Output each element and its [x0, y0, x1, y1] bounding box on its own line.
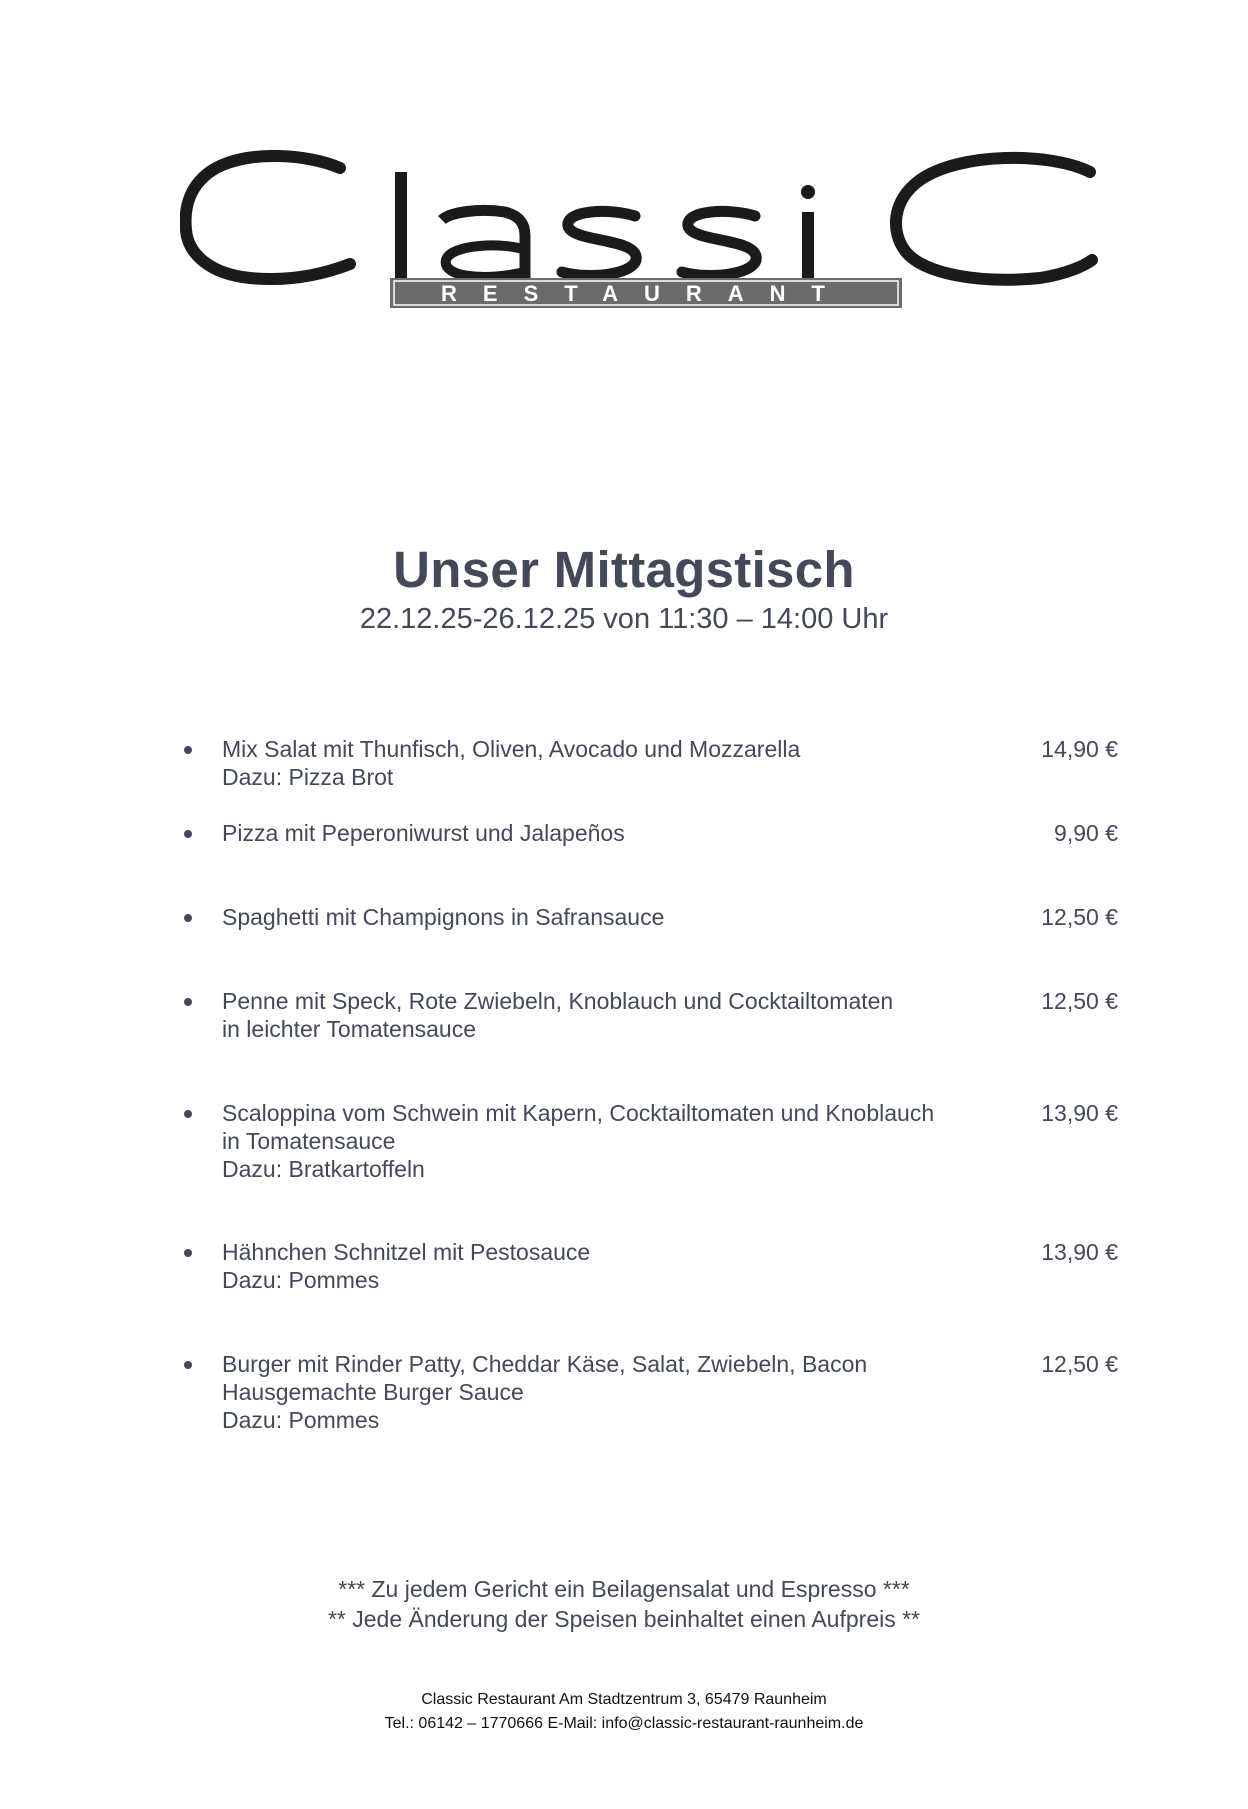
menu-item-line: Penne mit Speck, Rote Zwiebeln, Knoblauch und Cocktailtomaten: [222, 988, 894, 1014]
bullet-icon: [184, 1110, 192, 1118]
menu-item-line: Burger mit Rinder Patty, Cheddar Käse, Salat, Zwiebeln, Bacon: [222, 1351, 868, 1377]
page-title: Unser Mittagstisch: [393, 541, 855, 598]
bullet-icon: [184, 830, 192, 838]
footer-contact: Tel.: 06142 – 1770666 E-Mail: info@classic-restaurant-raunheim.de: [384, 1715, 864, 1732]
menu-item-line: Pizza mit Peperoniwurst und Jalapeños: [222, 820, 625, 846]
bullet-icon: [184, 746, 192, 754]
menu-item-line: Dazu: Bratkartoffeln: [222, 1156, 425, 1182]
menu-item-line: Dazu: Pizza Brot: [222, 764, 394, 790]
menu-item-line: Scaloppina vom Schwein mit Kapern, Cocktailtomaten und Knoblauch: [222, 1100, 935, 1126]
bullet-icon: [184, 1249, 192, 1257]
menu-item-line: Hähnchen Schnitzel mit Pestosauce: [222, 1239, 591, 1265]
menu-item-price: 14,90 €: [1041, 736, 1118, 762]
menu-item-price: 12,50 €: [1041, 1351, 1118, 1377]
note-side-salad: *** Zu jedem Gericht ein Beilagensalat und Espresso ***: [338, 1576, 910, 1602]
date-and-time: 22.12.25-26.12.25 von 11:30 – 14:00 Uhr: [359, 603, 889, 635]
menu-item-line: Dazu: Pommes: [222, 1407, 380, 1433]
menu-item-price: 13,90 €: [1041, 1239, 1118, 1265]
bullet-icon: [184, 914, 192, 922]
menu-item-line: in Tomatensauce: [222, 1128, 396, 1154]
menu-item-price: 9,90 €: [1054, 820, 1118, 846]
menu-item-line: Dazu: Pommes: [222, 1267, 380, 1293]
menu-item-line: Mix Salat mit Thunfisch, Oliven, Avocado und Mozzarella: [222, 736, 801, 762]
menu-item-price: 13,90 €: [1041, 1100, 1118, 1126]
menu-item-line: Hausgemachte Burger Sauce: [222, 1379, 524, 1405]
menu-item-price: 12,50 €: [1041, 904, 1118, 930]
logo-subtitle: RESTAURANT: [441, 281, 851, 306]
bullet-icon: [184, 1361, 192, 1369]
restaurant-logo: [180, 150, 1100, 320]
footer-address: Classic Restaurant Am Stadtzentrum 3, 65479 Raunheim: [421, 1691, 827, 1708]
menu-item-line: Spaghetti mit Champignons in Safransauce: [222, 904, 665, 930]
menu-item-line: in leichter Tomatensauce: [222, 1016, 476, 1042]
menu-item-price: 12,50 €: [1041, 988, 1118, 1014]
bullet-icon: [184, 998, 192, 1006]
menu-notes: [0, 1574, 1248, 1634]
footer: [0, 1688, 1248, 1736]
note-surcharge: ** Jede Änderung der Speisen beinhaltet einen Aufpreis **: [327, 1606, 921, 1632]
